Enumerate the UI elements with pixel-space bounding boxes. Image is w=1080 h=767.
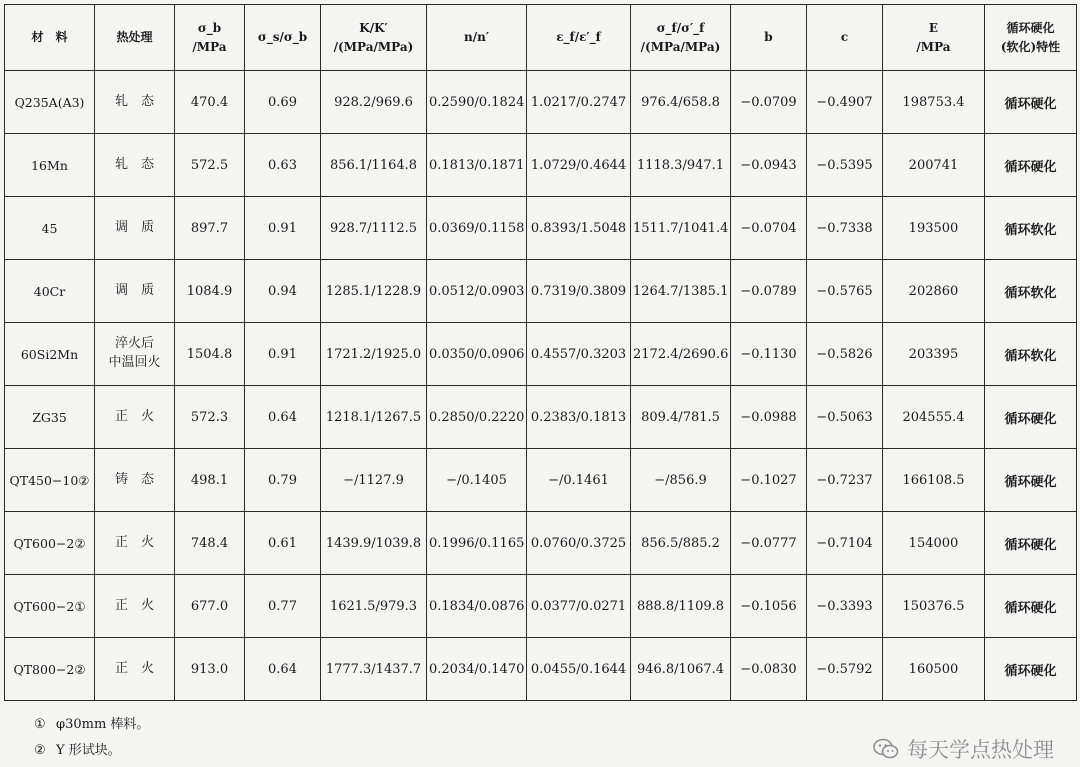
elastic-modulus-cell: 204555.4: [883, 386, 985, 449]
heat-treatment-cell: [95, 512, 175, 575]
strength-coefficient-cell: 1439.9/1039.8: [321, 512, 427, 575]
fatigue-exponent-b-cell: −0.0789: [731, 260, 807, 323]
fatigue-exponent-b-cell: −0.0704: [731, 197, 807, 260]
strength-coefficient-cell: 1621.5/979.3: [321, 575, 427, 638]
ductility-exponent-c-cell: −0.4907: [807, 71, 883, 134]
elastic-modulus-cell: 200741: [883, 134, 985, 197]
fatigue-strength-coefficient-cell: 2172.4/2690.6: [631, 323, 731, 386]
strength-coefficient-cell: 1721.2/1925.0: [321, 323, 427, 386]
strength-coefficient-cell: 1777.3/1437.7: [321, 638, 427, 701]
ductility-exponent-c-cell: −0.7237: [807, 449, 883, 512]
heat-treatment-cell: [95, 71, 175, 134]
fatigue-strength-coefficient-cell: 946.8/1067.4: [631, 638, 731, 701]
material-cell: Q235A(A3): [5, 71, 95, 134]
ductility-exponent-c-cell: −0.5826: [807, 323, 883, 386]
tensile-strength-cell: 748.4: [175, 512, 245, 575]
heat-treatment-cell: [95, 386, 175, 449]
heat-treatment-cell: [95, 197, 175, 260]
column-header: [631, 5, 731, 71]
strength-coefficient-cell: 928.2/969.6: [321, 71, 427, 134]
ductility-coefficient-cell: 0.7319/0.3809: [527, 260, 631, 323]
tensile-strength-cell: 913.0: [175, 638, 245, 701]
column-header: [883, 5, 985, 71]
heat-treatment-cell: [95, 260, 175, 323]
hardening-exponent-cell: 0.1813/0.1871: [427, 134, 527, 197]
ductility-coefficient-cell: 0.0760/0.3725: [527, 512, 631, 575]
tensile-strength-cell: 1084.9: [175, 260, 245, 323]
hardening-exponent-cell: 0.2034/0.1470: [427, 638, 527, 701]
heat-treatment-cell: [95, 575, 175, 638]
tensile-strength-cell: 572.5: [175, 134, 245, 197]
column-header: [321, 5, 427, 71]
column-header: [427, 5, 527, 71]
fatigue-strength-coefficient-cell: 976.4/658.8: [631, 71, 731, 134]
yield-ratio-cell: 0.69: [245, 71, 321, 134]
table-row: [5, 260, 1077, 323]
column-header: [245, 5, 321, 71]
cyclic-property-cell: 循环硬化: [985, 386, 1077, 449]
table-row: [5, 575, 1077, 638]
strength-coefficient-cell: 928.7/1112.5: [321, 197, 427, 260]
header-line: 循环硬化: [1006, 20, 1055, 35]
header-line: b: [764, 30, 773, 45]
fatigue-strength-coefficient-cell: −/856.9: [631, 449, 731, 512]
hardening-exponent-cell: 0.1834/0.0876: [427, 575, 527, 638]
heat-line: 轧 态: [114, 93, 154, 109]
material-table-sheet: [4, 4, 1076, 701]
fatigue-exponent-b-cell: −0.0988: [731, 386, 807, 449]
header-line: 材 料: [31, 30, 68, 45]
table-row: [5, 134, 1077, 197]
footnote-text: Y 形试块。: [56, 743, 121, 758]
fatigue-strength-coefficient-cell: 809.4/781.5: [631, 386, 731, 449]
yield-ratio-cell: 0.64: [245, 386, 321, 449]
header-line: σ_b: [197, 20, 222, 35]
table-row: [5, 386, 1077, 449]
fatigue-exponent-b-cell: −0.1027: [731, 449, 807, 512]
header-row: [5, 5, 1077, 71]
elastic-modulus-cell: 160500: [883, 638, 985, 701]
ductility-exponent-c-cell: −0.3393: [807, 575, 883, 638]
heat-treatment-cell: [95, 449, 175, 512]
header-line: σ_f/σ′_f: [656, 20, 705, 35]
ductility-coefficient-cell: 0.0455/0.1644: [527, 638, 631, 701]
ductility-exponent-c-cell: −0.7338: [807, 197, 883, 260]
fatigue-exponent-b-cell: −0.0709: [731, 71, 807, 134]
fatigue-strength-coefficient-cell: 1511.7/1041.4: [631, 197, 731, 260]
cyclic-property-cell: 循环硬化: [985, 638, 1077, 701]
cyclic-property-cell: 循环软化: [985, 197, 1077, 260]
fatigue-strength-coefficient-cell: 888.8/1109.8: [631, 575, 731, 638]
yield-ratio-cell: 0.61: [245, 512, 321, 575]
heat-line: 铸 态: [114, 471, 154, 487]
yield-ratio-cell: 0.94: [245, 260, 321, 323]
heat-line: 中温回火: [108, 355, 161, 370]
column-header: [731, 5, 807, 71]
hardening-exponent-cell: 0.2850/0.2220: [427, 386, 527, 449]
hardening-exponent-cell: −/0.1405: [427, 449, 527, 512]
fatigue-exponent-b-cell: −0.0830: [731, 638, 807, 701]
hardening-exponent-cell: 0.1996/0.1165: [427, 512, 527, 575]
cyclic-property-cell: 循环硬化: [985, 449, 1077, 512]
heat-line: 淬火后: [114, 336, 154, 352]
elastic-modulus-cell: 198753.4: [883, 71, 985, 134]
ductility-coefficient-cell: 0.0377/0.0271: [527, 575, 631, 638]
tensile-strength-cell: 498.1: [175, 449, 245, 512]
strength-coefficient-cell: 856.1/1164.8: [321, 134, 427, 197]
header-line: ε_f/ε′_f: [556, 30, 601, 45]
ductility-exponent-c-cell: −0.5792: [807, 638, 883, 701]
fatigue-exponent-b-cell: −0.1056: [731, 575, 807, 638]
column-header: [5, 5, 95, 71]
strength-coefficient-cell: 1285.1/1228.9: [321, 260, 427, 323]
hardening-exponent-cell: 0.0369/0.1158: [427, 197, 527, 260]
tensile-strength-cell: 470.4: [175, 71, 245, 134]
elastic-modulus-cell: 193500: [883, 197, 985, 260]
column-header: [527, 5, 631, 71]
footnote-mark: ②: [34, 743, 46, 758]
heat-line: 正 火: [114, 408, 154, 424]
header-line: n/n′: [464, 30, 489, 45]
fatigue-exponent-b-cell: −0.0943: [731, 134, 807, 197]
tensile-strength-cell: 1504.8: [175, 323, 245, 386]
elastic-modulus-cell: 154000: [883, 512, 985, 575]
table-body: [5, 71, 1077, 701]
column-header: [175, 5, 245, 71]
fatigue-exponent-b-cell: −0.0777: [731, 512, 807, 575]
fatigue-strength-coefficient-cell: 856.5/885.2: [631, 512, 731, 575]
tensile-strength-cell: 897.7: [175, 197, 245, 260]
ductility-coefficient-cell: 1.0729/0.4644: [527, 134, 631, 197]
header-line: σ_s/σ_b: [257, 30, 308, 45]
tensile-strength-cell: 677.0: [175, 575, 245, 638]
ductility-exponent-c-cell: −0.5765: [807, 260, 883, 323]
heat-line: 正 火: [114, 534, 154, 550]
cyclic-property-cell: 循环硬化: [985, 134, 1077, 197]
material-cell: QT600−2①: [5, 575, 95, 638]
heat-treatment-cell: [95, 638, 175, 701]
heat-treatment-cell: [95, 134, 175, 197]
ductility-coefficient-cell: 0.2383/0.1813: [527, 386, 631, 449]
header-line: c: [840, 30, 849, 45]
elastic-modulus-cell: 166108.5: [883, 449, 985, 512]
header-line: 热处理: [116, 30, 153, 45]
table-header: [5, 5, 1077, 71]
yield-ratio-cell: 0.77: [245, 575, 321, 638]
table-row: [5, 71, 1077, 134]
heat-line: 正 火: [114, 597, 154, 613]
column-header: [985, 5, 1077, 71]
hardening-exponent-cell: 0.2590/0.1824: [427, 71, 527, 134]
hardening-exponent-cell: 0.0512/0.0903: [427, 260, 527, 323]
watermark-text: 每天学点热处理: [907, 738, 1054, 762]
fatigue-properties-table: [4, 4, 1077, 701]
ductility-coefficient-cell: 1.0217/0.2747: [527, 71, 631, 134]
table-row: [5, 512, 1077, 575]
yield-ratio-cell: 0.79: [245, 449, 321, 512]
material-cell: ZG35: [5, 386, 95, 449]
strength-coefficient-cell: 1218.1/1267.5: [321, 386, 427, 449]
header-line: E: [928, 20, 939, 35]
material-cell: 16Mn: [5, 134, 95, 197]
footnote: [34, 712, 149, 738]
yield-ratio-cell: 0.64: [245, 638, 321, 701]
yield-ratio-cell: 0.63: [245, 134, 321, 197]
material-cell: 40Cr: [5, 260, 95, 323]
material-cell: QT450−10②: [5, 449, 95, 512]
watermark: [873, 734, 1054, 764]
footnotes: [34, 712, 149, 764]
ductility-coefficient-cell: −/0.1461: [527, 449, 631, 512]
tensile-strength-cell: 572.3: [175, 386, 245, 449]
cyclic-property-cell: 循环硬化: [985, 575, 1077, 638]
column-header: [807, 5, 883, 71]
elastic-modulus-cell: 202860: [883, 260, 985, 323]
elastic-modulus-cell: 150376.5: [883, 575, 985, 638]
header-line: K/K′: [359, 20, 388, 35]
column-header: [95, 5, 175, 71]
cyclic-property-cell: 循环硬化: [985, 71, 1077, 134]
footnote-text: φ30mm 棒料。: [56, 717, 150, 732]
footnote: [34, 738, 149, 764]
wechat-icon: [873, 738, 899, 760]
table-row: [5, 197, 1077, 260]
fatigue-strength-coefficient-cell: 1118.3/947.1: [631, 134, 731, 197]
header-line: /MPa: [192, 39, 227, 54]
heat-line: 调 质: [114, 282, 154, 298]
heat-treatment-cell: [95, 323, 175, 386]
material-cell: QT800−2②: [5, 638, 95, 701]
material-cell: 60Si2Mn: [5, 323, 95, 386]
hardening-exponent-cell: 0.0350/0.0906: [427, 323, 527, 386]
ductility-exponent-c-cell: −0.7104: [807, 512, 883, 575]
yield-ratio-cell: 0.91: [245, 197, 321, 260]
material-cell: QT600−2②: [5, 512, 95, 575]
fatigue-strength-coefficient-cell: 1264.7/1385.1: [631, 260, 731, 323]
material-cell: 45: [5, 197, 95, 260]
header-line: (软化)特性: [1000, 39, 1061, 54]
header-line: /(MPa/MPa): [333, 39, 414, 54]
header-line: /(MPa/MPa): [640, 39, 721, 54]
fatigue-exponent-b-cell: −0.1130: [731, 323, 807, 386]
cyclic-property-cell: 循环软化: [985, 260, 1077, 323]
cyclic-property-cell: 循环硬化: [985, 512, 1077, 575]
header-line: /MPa: [916, 39, 951, 54]
strength-coefficient-cell: −/1127.9: [321, 449, 427, 512]
ductility-coefficient-cell: 0.4557/0.3203: [527, 323, 631, 386]
cyclic-property-cell: 循环软化: [985, 323, 1077, 386]
ductility-coefficient-cell: 0.8393/1.5048: [527, 197, 631, 260]
heat-line: 正 火: [114, 660, 154, 676]
footnote-mark: ①: [34, 717, 46, 732]
elastic-modulus-cell: 203395: [883, 323, 985, 386]
ductility-exponent-c-cell: −0.5395: [807, 134, 883, 197]
yield-ratio-cell: 0.91: [245, 323, 321, 386]
heat-line: 轧 态: [114, 156, 154, 172]
heat-line: 调 质: [114, 219, 154, 235]
table-row: [5, 323, 1077, 386]
table-row: [5, 638, 1077, 701]
table-row: [5, 449, 1077, 512]
ductility-exponent-c-cell: −0.5063: [807, 386, 883, 449]
